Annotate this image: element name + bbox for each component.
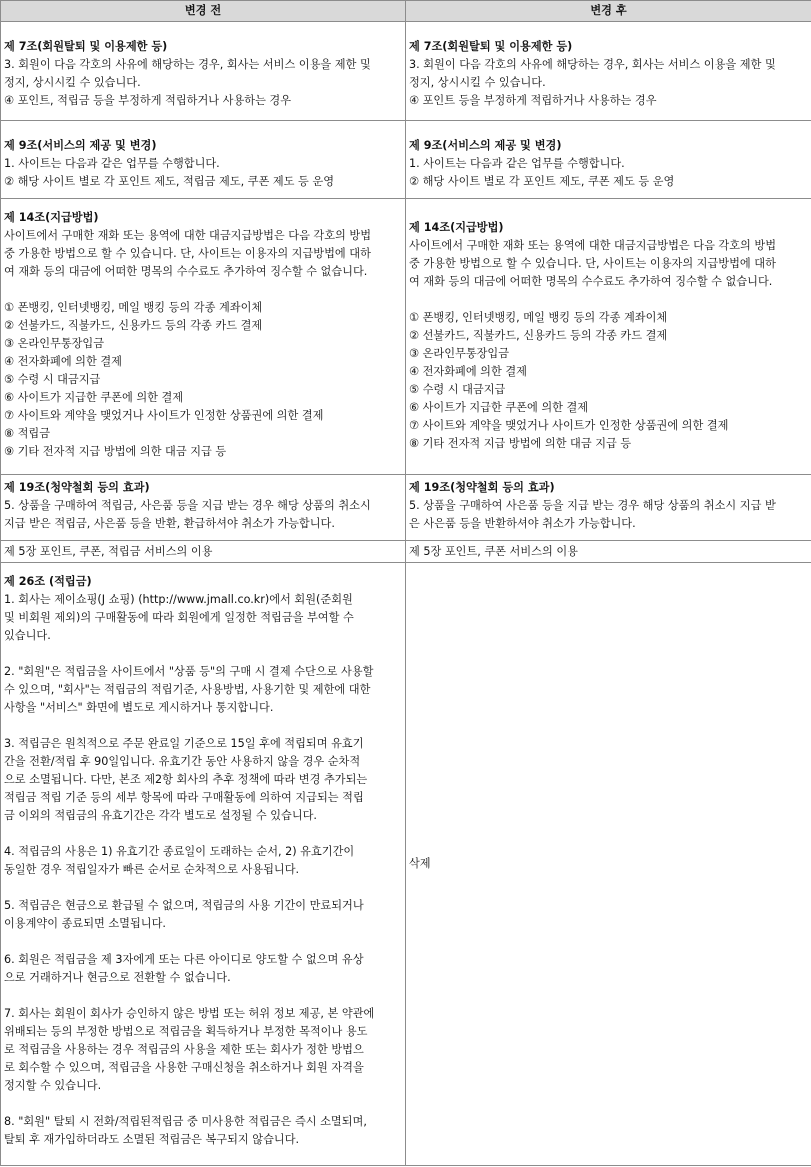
list-item: ⑤ 수령 시 대금지급: [4, 373, 101, 386]
text-line: 탈퇴 후 재가입하더라도 소멸된 적립금은 복구되지 않습니다.: [4, 1133, 300, 1146]
text-line: 8. "회원" 탈퇴 시 전화/적립된적립금 중 미사용한 적립금은 즉시 소멸되며,: [4, 1115, 367, 1128]
text-line: 지급 받은 적립금, 사은품 등을 반환, 환급하셔야 취소가 가능합니다.: [4, 517, 335, 530]
list-item: ① 폰뱅킹, 인터넷뱅킹, 메일 뱅킹 등의 각종 계좌이체: [4, 301, 263, 314]
text-line: 로 회수할 수 있으며, 적립금을 사용한 구매신청을 취소하거나 회원 자격을: [4, 1061, 364, 1074]
text-line: 및 비회원 제외)의 구매활동에 따라 회원에게 일정한 적립금을 부여할 수: [4, 611, 354, 624]
text-line: 로 적립금을 사용하는 경우 적립금의 사용을 제한 또는 회사가 정한 방법으: [4, 1043, 364, 1056]
list-item: ⑨ 기타 전자적 지급 방법에 의한 대금 지급 등: [4, 445, 227, 458]
table-row: [1, 475, 811, 541]
list-item: ② 선불카드, 직불카드, 신용카드 등의 각종 카드 결제: [409, 329, 668, 342]
cell-before: [1, 475, 406, 541]
article-title: 제 14조(지급방법): [4, 211, 99, 224]
cell-before: [1, 121, 406, 199]
article-title: 제 19조(청약철회 등의 효과): [409, 481, 555, 494]
text-line: 정지할 수 있습니다.: [4, 1079, 102, 1092]
list-item: ⑧ 적립금: [4, 427, 51, 440]
table-row: [1, 563, 811, 1166]
text-line: 사이트에서 구매한 재화 또는 용역에 대한 대금지급방법은 다음 각호의 방법: [4, 229, 372, 242]
list-item: ③ 온라인무통장입금: [409, 347, 510, 360]
table-row: [1, 121, 811, 199]
text-line: 5. 적립금은 현금으로 환급될 수 없으며, 적립금의 사용 기간이 만료되거나: [4, 899, 364, 912]
cell-after: [406, 199, 811, 475]
list-item: ⑧ 기타 전자적 지급 방법에 의한 대금 지급 등: [409, 437, 632, 450]
cell-before: [1, 541, 406, 563]
article-title: 제 7조(회원탈퇴 및 이용제한 등): [409, 40, 573, 53]
article-title: 제 26조 (적립금): [4, 575, 92, 588]
header-row: [1, 1, 811, 22]
text-line: 3. 적립금은 원칙적으로 주문 완료일 기준으로 15일 후에 적립되며 유효기: [4, 737, 364, 750]
article-title: 제 9조(서비스의 제공 및 변경): [409, 139, 562, 152]
text-line: 사이트에서 구매한 재화 또는 용역에 대한 대금지급방법은 다음 각호의 방법: [409, 239, 777, 252]
text-line: 동일한 경우 적립일자가 빠른 순서로 순차적으로 사용됩니다.: [4, 863, 300, 876]
text-line: 3. 회원이 다음 각호의 사유에 해당하는 경우, 회사는 서비스 이용을 제한 및: [409, 58, 776, 71]
table-row: [1, 22, 811, 121]
text-line: 6. 회원은 적립금을 제 3자에게 또는 다른 아이디로 양도할 수 없으며 유상: [4, 953, 364, 966]
list-item: ① 폰뱅킹, 인터넷뱅킹, 메일 뱅킹 등의 각종 계좌이체: [409, 311, 668, 324]
list-item: ⑥ 사이트가 지급한 쿠폰에 의한 결제: [409, 401, 589, 414]
list-item: ③ 온라인무통장입금: [4, 337, 105, 350]
text-line: 위배되는 등의 부정한 방법으로 적립금을 획득하거나 부정한 목적이나 용도: [4, 1025, 368, 1038]
article-title: 제 9조(서비스의 제공 및 변경): [4, 139, 157, 152]
cell-before: [1, 22, 406, 121]
text-line: 중 가용한 방법으로 할 수 있습니다. 단, 사이트는 이용자의 지급방법에 대하: [4, 247, 371, 260]
article-title: 제 7조(회원탈퇴 및 이용제한 등): [4, 40, 168, 53]
text-line: 7. 회사는 회원이 회사가 승인하지 않은 방법 또는 허위 정보 제공, 본 약관에: [4, 1007, 375, 1020]
list-item: ④ 전자화폐에 의한 결제: [4, 355, 122, 368]
list-item: ⑤ 수령 시 대금지급: [409, 383, 506, 396]
table-row: [1, 199, 811, 475]
text-line: 수 있으며, "회사"는 적립금의 적립기준, 사용방법, 사용기한 및 제한에 대한: [4, 683, 371, 696]
text-line: 간을 전환/적립 후 90일입니다. 유효기간 동안 사용하지 않을 경우 순차적: [4, 755, 361, 768]
text-line: ④ 포인트, 적립금 등을 부정하게 적립하거나 사용하는 경우: [4, 94, 292, 107]
deleted-label: 삭제: [409, 857, 431, 870]
article-title: 제 14조(지급방법): [409, 221, 504, 234]
text-line: 금 이외의 적립금의 유효기간은 각각 별도로 설정될 수 있습니다.: [4, 809, 317, 822]
text-line: 정지, 상시시킬 수 있습니다.: [4, 76, 141, 89]
text-line: 정지, 상시시킬 수 있습니다.: [409, 76, 546, 89]
text-line: 여 재화 등의 대금에 어떠한 명목의 수수료도 추가하여 징수할 수 없습니다.: [4, 265, 368, 278]
list-item: ④ 전자화폐에 의한 결제: [409, 365, 527, 378]
text-line: 은 사은품 등을 반환하셔야 취소가 가능합니다.: [409, 517, 636, 530]
text-line: 사항을 "서비스" 화면에 별도로 게시하거나 통지합니다.: [4, 701, 274, 714]
list-item: ⑦ 사이트와 계약을 맺었거나 사이트가 인정한 상품권에 의한 결제: [4, 409, 324, 422]
text-line: 이용계약이 종료되면 소멸됩니다.: [4, 917, 166, 930]
text-line: 으로 거래하거나 현금으로 전환할 수 없습니다.: [4, 971, 231, 984]
text-line: ④ 포인트 등을 부정하게 적립하거나 사용하는 경우: [409, 94, 657, 107]
text-line: 여 재화 등의 대금에 어떠한 명목의 수수료도 추가하여 징수할 수 없습니다.: [409, 275, 773, 288]
cell-after: [406, 475, 811, 541]
list-item: ⑦ 사이트와 계약을 맺었거나 사이트가 인정한 상품권에 의한 결제: [409, 419, 729, 432]
chapter-heading: 제 5장 포인트, 쿠폰, 적립금 서비스의 이용: [4, 544, 213, 558]
text-line: 4. 적립금의 사용은 1) 유효기간 종료일이 도래하는 순서, 2) 유효기간이: [4, 845, 355, 858]
header-after: 변경 후: [406, 1, 811, 22]
header-before: 변경 전: [1, 1, 406, 22]
text-line: 5. 상품을 구매하여 적립금, 사은품 등을 지급 받는 경우 해당 상품의 취소시: [4, 499, 371, 512]
text-line: 중 가용한 방법으로 할 수 있습니다. 단, 사이트는 이용자의 지급방법에 대하: [409, 257, 776, 270]
article-title: 제 19조(청약철회 등의 효과): [4, 481, 150, 494]
text-line: 으로 소멸됩니다. 다만, 본조 제2항 회사의 추후 정책에 따라 변경 추가되는: [4, 773, 368, 786]
table-row: [1, 541, 811, 563]
cell-after: [406, 563, 811, 1166]
chapter-heading: 제 5장 포인트, 쿠폰 서비스의 이용: [409, 544, 578, 558]
cell-before: [1, 199, 406, 475]
text-line: 3. 회원이 다음 각호의 사유에 해당하는 경우, 회사는 서비스 이용을 제한 및: [4, 58, 371, 71]
list-item: ② 선불카드, 직불카드, 신용카드 등의 각종 카드 결제: [4, 319, 263, 332]
text-line: 1. 사이트는 다음과 같은 업무를 수행합니다.: [409, 157, 625, 170]
cell-after: [406, 121, 811, 199]
text-line: 1. 사이트는 다음과 같은 업무를 수행합니다.: [4, 157, 220, 170]
text-line: 2. "회원"은 적립금을 사이트에서 "상품 등"의 구매 시 결제 수단으로 사용할: [4, 665, 374, 678]
text-line: ② 해당 사이트 별로 각 포인트 제도, 적립금 제도, 쿠폰 제도 등 운영: [4, 175, 334, 188]
text-line: ② 해당 사이트 별로 각 포인트 제도, 쿠폰 제도 등 운영: [409, 175, 675, 188]
list-item: ⑥ 사이트가 지급한 쿠폰에 의한 결제: [4, 391, 184, 404]
text-line: 5. 상품을 구매하여 사은품 등을 지급 받는 경우 해당 상품의 취소시 지급 받: [409, 499, 776, 512]
cell-before: [1, 563, 406, 1166]
text-line: 적립금 적립 기준 등의 세부 항목에 따라 구매활동에 의하여 지급되는 적립: [4, 791, 364, 804]
cell-after: [406, 22, 811, 121]
text-line: 1. 회사는 제이쇼핑(J 쇼핑) (http://www.jmall.co.kr)에서 회원(준회원: [4, 593, 353, 606]
cell-after: [406, 541, 811, 563]
text-line: 있습니다.: [4, 629, 51, 642]
